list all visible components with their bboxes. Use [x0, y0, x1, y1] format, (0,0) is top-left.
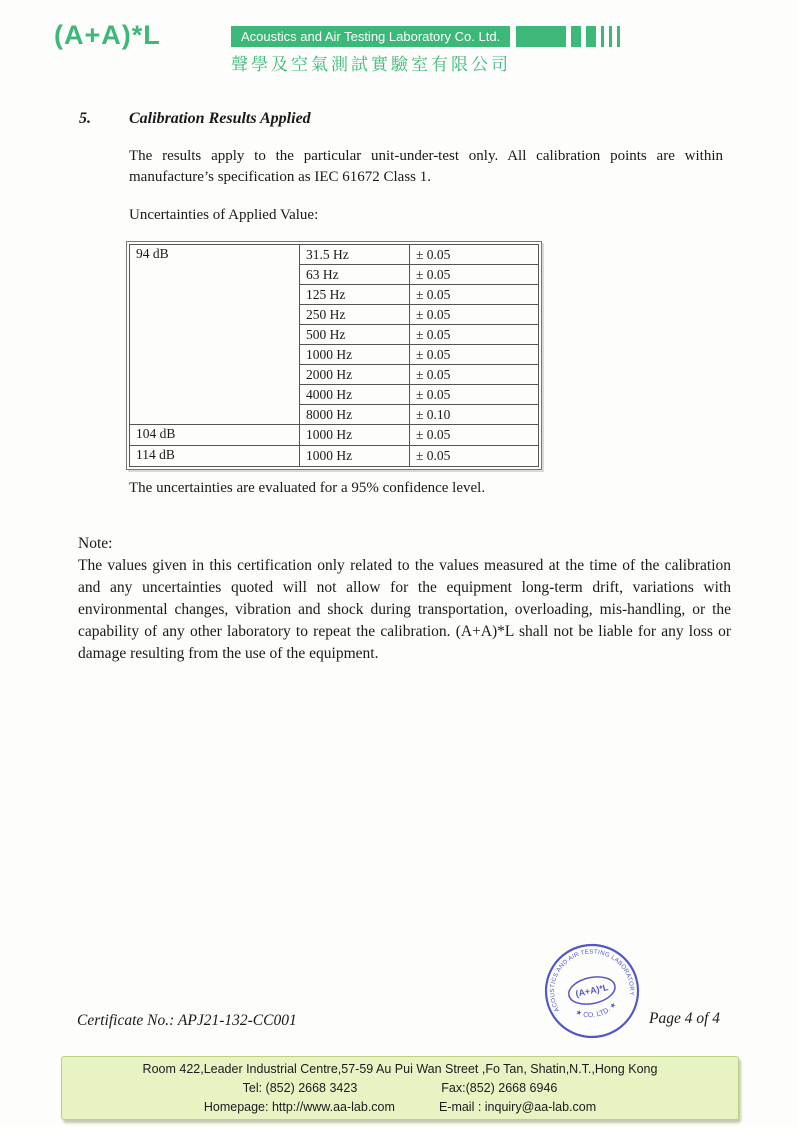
header-banner [231, 26, 620, 47]
company-name-zh: 聲學及空氣測試實驗室有限公司 [231, 55, 511, 74]
section-number: 5. [79, 110, 91, 127]
uncertainty-cell: ± 0.05 [410, 425, 539, 446]
uncertainty-cell: ± 0.05 [410, 305, 539, 325]
footer-homepage: Homepage: http://www.aa-lab.com [203, 1100, 395, 1114]
uncertainties-table [129, 244, 539, 467]
table-caption: Uncertainties of Applied Value: [129, 207, 319, 223]
table-row [130, 245, 539, 265]
freq-cell: 31.5 Hz [300, 245, 410, 265]
section-intro-paragraph: The results apply to the particular unit-under-test only. All calibration points are within manufacture’s specification as IEC 61672 Class 1. [129, 148, 723, 185]
note-label: Note: [78, 535, 113, 552]
footer-fax: Fax:(852) 2668 6946 [441, 1081, 558, 1095]
freq-cell: 250 Hz [300, 305, 410, 325]
note-paragraph: The values given in this certification only related to the values measured at the time of the calibration and any uncertainties quoted will not allow for the equipment long-term drift, variations with environmental changes, vibration and shock during transportation, overloading, mis-handling, or the capability of any other laboratory to repeat the calibration. (A+A)*L shall not be liable for any loss or damage resulting from the use of the equipment. [78, 557, 731, 662]
svg-text:ACOUSTICS AND AIR TESTING LABO [541, 940, 637, 1013]
banner-stripe-block [516, 26, 566, 47]
company-stamp [533, 932, 652, 1051]
level-cell: 114 dB [130, 446, 300, 467]
level-cell: 104 dB [130, 425, 300, 446]
freq-cell: 1000 Hz [300, 425, 410, 446]
uncertainty-cell: ± 0.05 [410, 385, 539, 405]
company-name-en: Acoustics and Air Testing Laboratory Co. Ltd. [231, 26, 510, 47]
page-number: Page 4 of 4 [649, 1010, 721, 1027]
banner-stripe-thin [617, 26, 620, 47]
freq-cell: 1000 Hz [300, 345, 410, 365]
certificate-number: Certificate No.: APJ21-132-CC001 [77, 1012, 297, 1029]
freq-cell: 500 Hz [300, 325, 410, 345]
uncertainties-table-wrap [126, 241, 542, 470]
table-row [130, 446, 539, 467]
freq-cell: 4000 Hz [300, 385, 410, 405]
freq-cell: 1000 Hz [300, 446, 410, 467]
company-logo: (A+A)*L [54, 20, 161, 50]
freq-cell: 63 Hz [300, 265, 410, 285]
uncertainty-cell: ± 0.05 [410, 245, 539, 265]
uncertainty-cell: ± 0.05 [410, 325, 539, 345]
uncertainty-cell: ± 0.10 [410, 405, 539, 425]
uncertainty-cell: ± 0.05 [410, 365, 539, 385]
section-title: Calibration Results Applied [129, 110, 311, 127]
freq-cell: 125 Hz [300, 285, 410, 305]
footer-address: Room 422,Leader Industrial Centre,57-59 Au Pui Wan Street ,Fo Tan, Shatin,N.T.,Hong Kong [142, 1062, 658, 1076]
stamp-bottom-text: ★ CO. LTD. ★ [574, 1001, 619, 1020]
banner-stripe-bar [586, 26, 596, 47]
uncertainty-cell: ± 0.05 [410, 285, 539, 305]
table-row [130, 425, 539, 446]
footer-bar [61, 1056, 739, 1120]
uncertainty-cell: ± 0.05 [410, 446, 539, 467]
footer-tel: Tel: (852) 2668 3423 [242, 1081, 358, 1095]
stamp-top-text: ACOUSTICS AND AIR TESTING LABORATORY [549, 948, 636, 1013]
freq-cell: 2000 Hz [300, 365, 410, 385]
uncertainty-cell: ± 0.05 [410, 345, 539, 365]
footer-email: E-mail : inquiry@aa-lab.com [438, 1100, 597, 1114]
freq-cell: 8000 Hz [300, 405, 410, 425]
confidence-note: The uncertainties are evaluated for a 95% confidence level. [129, 480, 486, 496]
banner-stripe-thin [609, 26, 612, 47]
uncertainty-cell: ± 0.05 [410, 265, 539, 285]
level-cell: 94 dB [130, 245, 300, 425]
banner-stripe-bar [571, 26, 581, 47]
stamp-center-text: (A+A)*L [574, 982, 610, 999]
banner-stripe-thin [601, 26, 604, 47]
